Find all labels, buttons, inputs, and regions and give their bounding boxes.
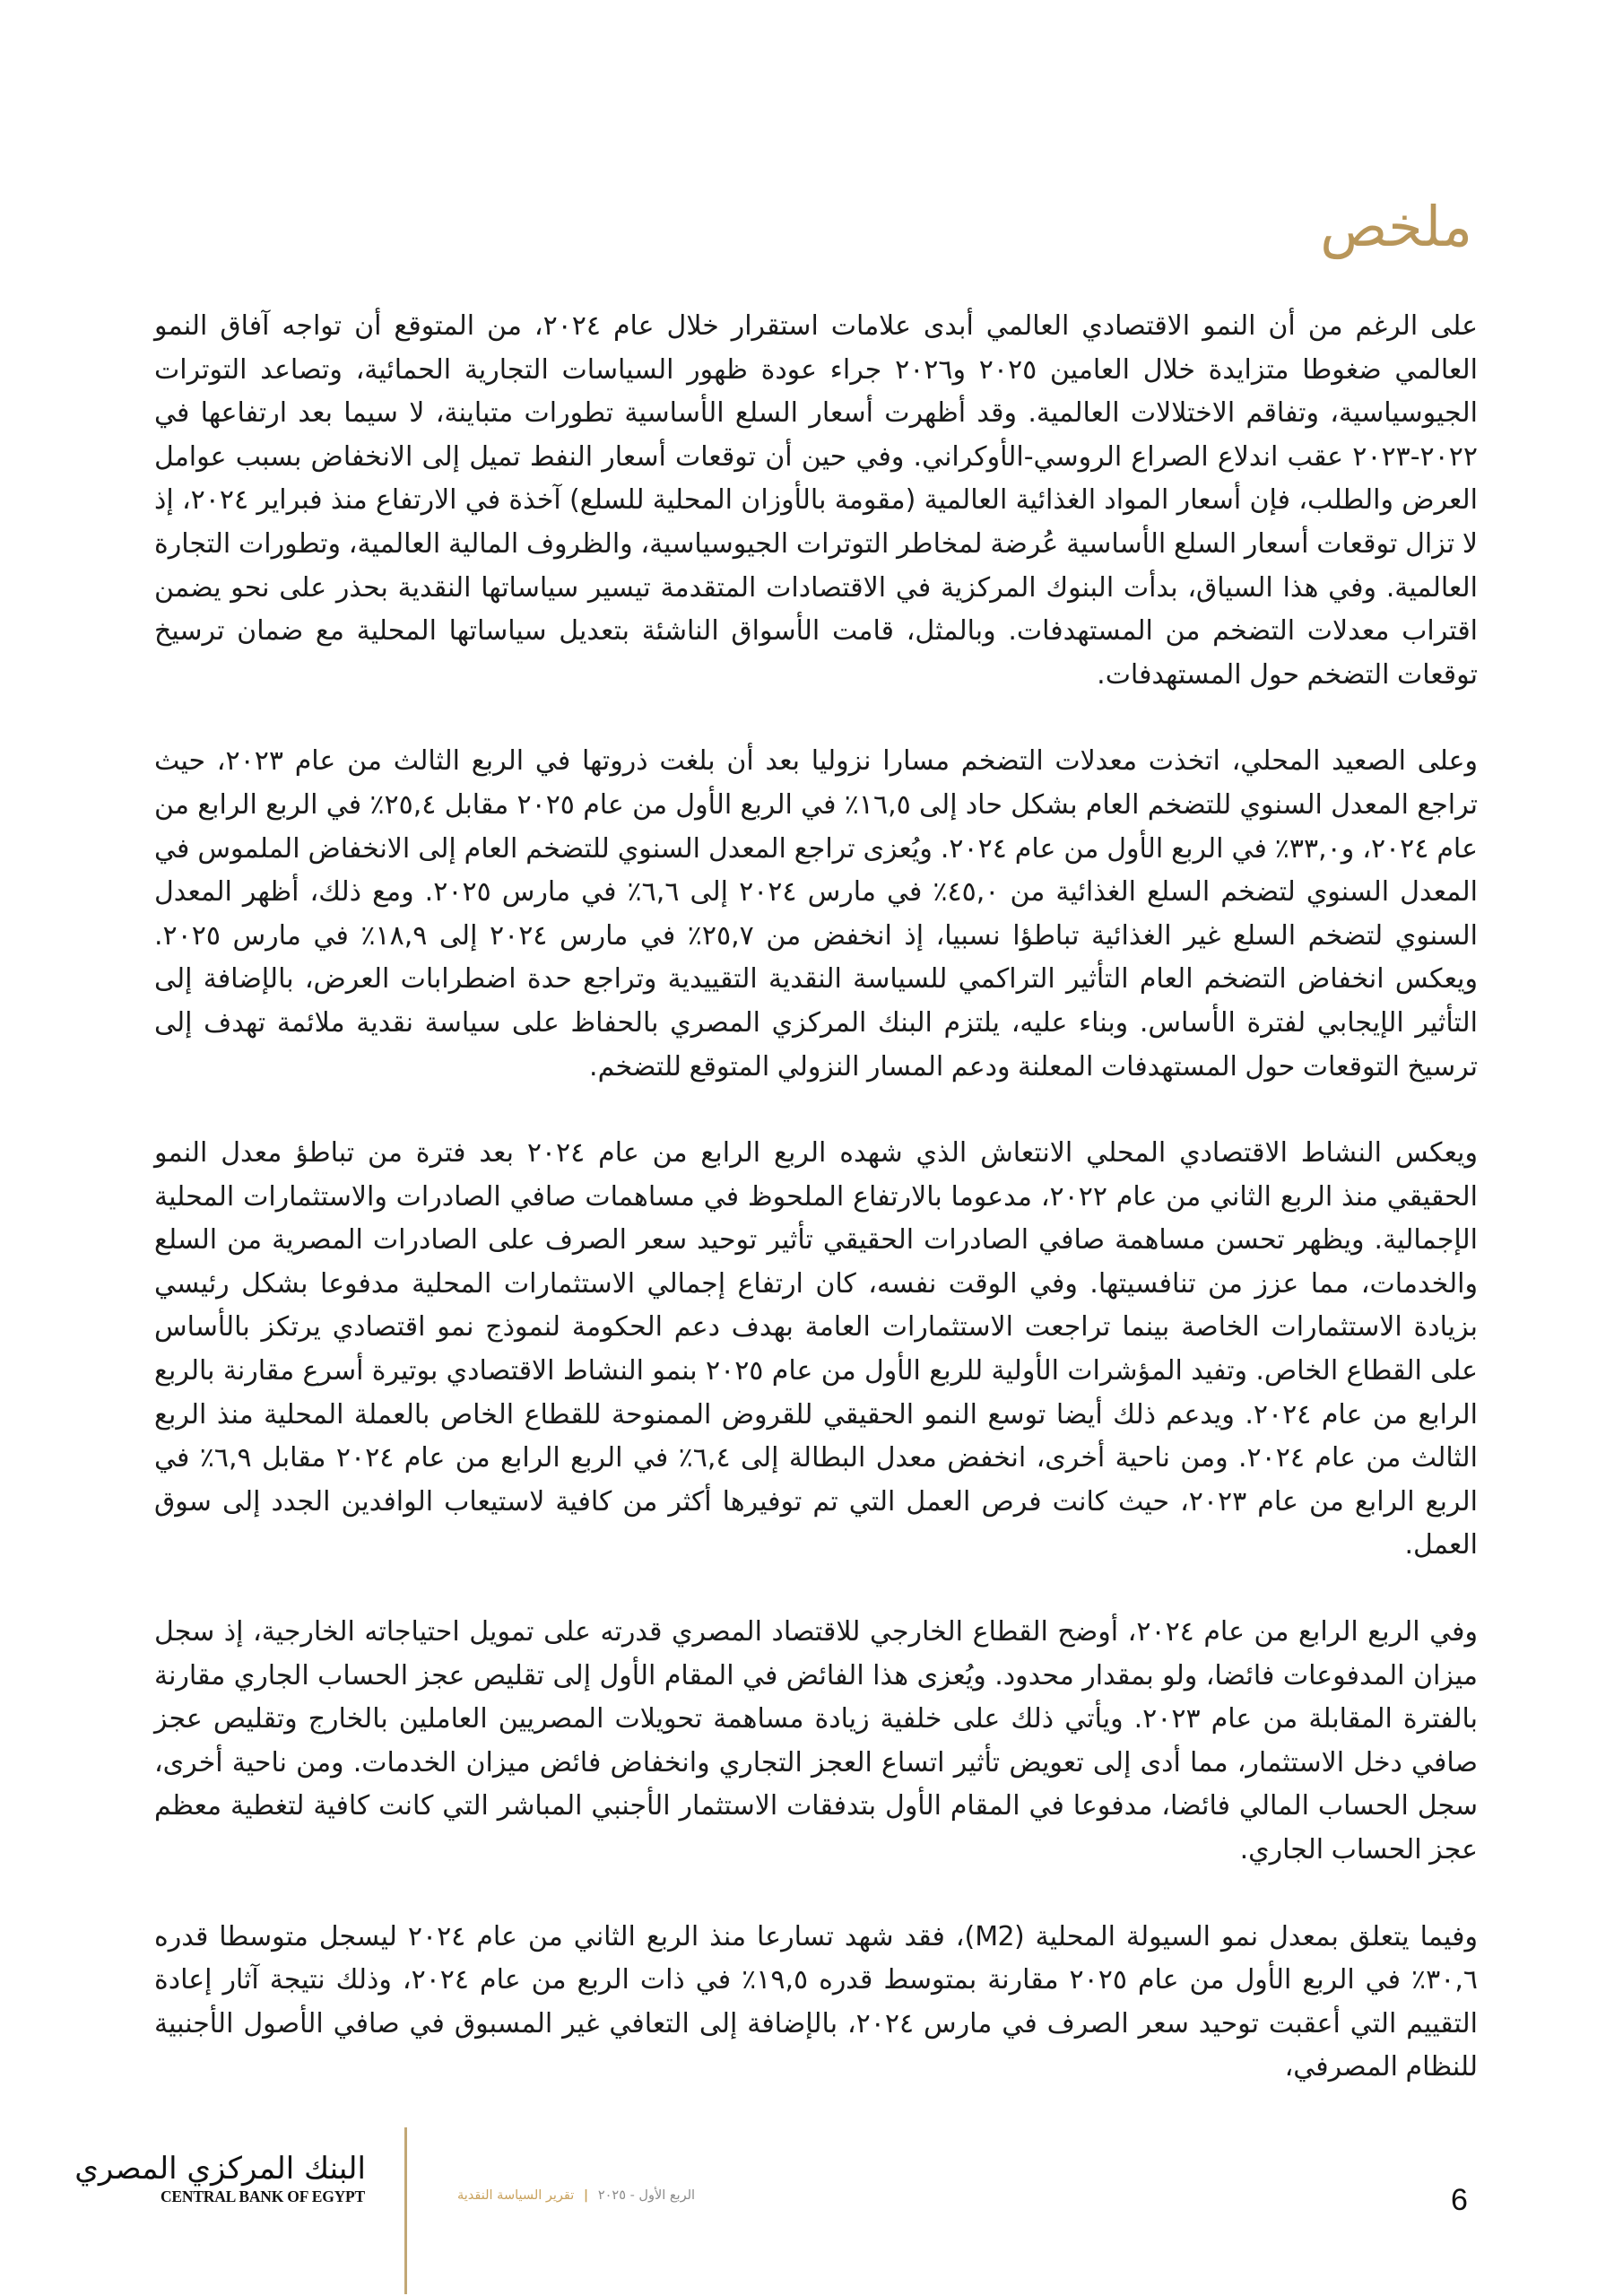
footer-caption	[457, 2188, 695, 2203]
footer-divider	[404, 2127, 407, 2294]
paragraph-domestic-inflation: وعلى الصعيد المحلي، اتخذت معدلات التضخم مسارا نزوليا بعد أن بلغت ذروتها في الربع الثالث من عام ٢٠٢٣، حيث تراجع المعدل السنوي للتضخم العام بشكل حاد إلى ١٦,٥٪ في الربع الأول من عام ٢٠٢٥ مقابل ٢٥,٤٪ في الربع الرابع من عام ٢٠٢٤، و٣٣,٠٪ في الربع الأول من عام ٢٠٢٤. ويُعزى تراجع المعدل السنوي للتضخم العام إلى الانخفاض الملموس في المعدل السنوي لتضخم السلع الغذائية من ٤٥,٠٪ في مارس ٢٠٢٤ إلى ٦,٦٪ في مارس ٢٠٢٥. ومع ذلك، أظهر المعدل السنوي لتضخم السلع غير الغذائية تباطؤا نسبيا، إذ انخفض من ٢٥,٧٪ في مارس ٢٠٢٤ إلى ١٨,٩٪ في مارس ٢٠٢٥. ويعكس انخفاض التضخم العام التأثير التراكمي للسياسة النقدية التقييدية وتراجع حدة اضطرابات العرض، بالإضافة إلى التأثير الإيجابي لفترة الأساس. وبناء عليه، يلتزم البنك المركزي المصري بالحفاظ على سياسة نقدية ملائمة تهدف إلى ترسيخ التوقعات حول المستهدفات المعلنة ودعم المسار النزولي المتوقع للتضخم.	[154, 745, 1479, 1083]
central-bank-logo	[74, 2151, 366, 2206]
paragraph-economic-activity: ويعكس النشاط الاقتصادي المحلي الانتعاش الذي شهده الربع الرابع من عام ٢٠٢٤ بعد فترة من تباطؤ معدل النمو الحقيقي منذ الربع الثاني من عام ٢٠٢٢، مدعوما بالارتفاع الملحوظ في مساهمات صافي الصادرات والاستثمارات المحلية الإجمالية. ويظهر تحسن مساهمة صافي الصادرات الحقيقي تأثير توحيد سعر الصرف على الصادرات المصرية من السلع والخدمات، مما عزز من تنافسيتها. وفي الوقت نفسه، كان ارتفاع إجمالي الاستثمارات المحلية مدفوعا بشكل رئيسي بزيادة الاستثمارات الخاصة بينما تراجعت الاستثمارات العامة بهدف دعم الحكومة لنموذج نمو اقتصادي يرتكز بالأساس على القطاع الخاص. وتفيد المؤشرات الأولية للربع الأول من عام ٢٠٢٥ بنمو النشاط الاقتصادي بوتيرة أسرع مقارنة بالربع الرابع من عام ٢٠٢٤. ويدعم ذلك أيضا توسع النمو الحقيقي للقروض الممنوحة للقطاع الخاص بالعملة المحلية منذ الربع الثالث من عام ٢٠٢٤. ومن ناحية أخرى، انخفض معدل البطالة إلى ٦,٤٪ في الربع الرابع من عام ٢٠٢٤ مقابل ٦,٩٪ في الربع الرابع من عام ٢٠٢٣، حيث كانت فرص العمل التي تم توفيرها أكثر من كافية لاستيعاب الوافدين الجدد إلى سوق العمل.	[154, 1137, 1479, 1561]
report-name: تقرير السياسة النقدية	[457, 2188, 575, 2203]
page-title: ملخص	[1320, 194, 1472, 259]
paragraph-global-outlook: على الرغم من أن النمو الاقتصادي العالمي أبدى علامات استقرار خلال عام ٢٠٢٤، من المتوقع أن تواجه آفاق النمو العالمي ضغوطا متزايدة خلال العامين ٢٠٢٥ و٢٠٢٦ جراء عودة ظهور السياسات التجارية الحمائية، وتصاعد التوترات الجيوسياسية، وتفاقم الاختلالات العالمية. وقد أظهرت أسعار السلع الأساسية تطورات متباينة، لا سيما بعد ارتفاعها في ٢٠٢٢-٢٠٢٣ عقب اندلاع الصراع الروسي-الأوكراني. وفي حين أن توقعات أسعار النفط تميل إلى الانخفاض بسبب عوامل العرض والطلب، فإن أسعار المواد الغذائية العالمية (مقومة بالأوزان المحلية للسلع) آخذة في الارتفاع منذ فبراير ٢٠٢٤، إذ لا تزال توقعات أسعار السلع الأساسية عُرضة لمخاطر التوترات الجيوسياسية، والظروف المالية العالمية، وتطورات التجارة العالمية. وفي هذا السياق، بدأت البنوك المركزية في الاقتصادات المتقدمة تيسير سياساتها النقدية بحذر على نحو يضمن اقتراب معدلات التضخم من المستهدفات. وبالمثل، قامت الأسواق الناشئة بتعديل سياساتها المحلية مع ضمان ترسيخ توقعات التضخم حول المستهدفات.	[154, 310, 1478, 691]
page-number: 6	[1451, 2183, 1468, 2217]
summary-body	[154, 305, 1478, 2133]
caption-separator: |	[583, 2188, 589, 2203]
logo-arabic-text: البنك المركزي المصري	[74, 2151, 366, 2187]
paragraph-external-sector: وفي الربع الرابع من عام ٢٠٢٤، أوضح القطاع الخارجي للاقتصاد المصري قدرته على تمويل احتياجاته الخارجية، إذ سجل ميزان المدفوعات فائضا، ولو بمقدار محدود. ويُعزى هذا الفائض في المقام الأول إلى تقليص عجز الحساب الجاري مقارنة بالفترة المقابلة من عام ٢٠٢٣. ويأتي ذلك على خلفية زيادة مساهمة تحويلات المصريين العاملين بالخارج وتقليص عجز صافي دخل الاستثمار، مما أدى إلى تعويض تأثير اتساع العجز التجاري وانخفاض فائض ميزان الخدمات. ومن ناحية أخرى، سجل الحساب المالي فائضا، مدفوعا في المقام الأول بتدفقات الاستثمار الأجنبي المباشر التي كانت كافية لتغطية معظم عجز الحساب الجاري.	[154, 1616, 1479, 1866]
paragraph-money-supply: وفيما يتعلق بمعدل نمو السيولة المحلية (M2)، فقد شهد تسارعا منذ الربع الثاني من عام ٢٠٢٤ ليسجل متوسطا قدره ٣٠,٦٪ في الربع الأول من عام ٢٠٢٥ مقارنة بمتوسط قدره ١٩,٥٪ في ذات الربع من عام ٢٠٢٤، وذلك نتيجة آثار إعادة التقييم التي أعقبت توحيد سعر الصرف في مارس ٢٠٢٤، بالإضافة إلى التعافي غير المسبوق في صافي الأصول الأجنبية للنظام المصرفي،	[154, 1920, 1479, 2083]
logo-english-text: CENTRAL BANK OF EGYPT	[160, 2187, 366, 2205]
report-period: الربع الأول - ٢٠٢٥	[597, 2188, 696, 2203]
